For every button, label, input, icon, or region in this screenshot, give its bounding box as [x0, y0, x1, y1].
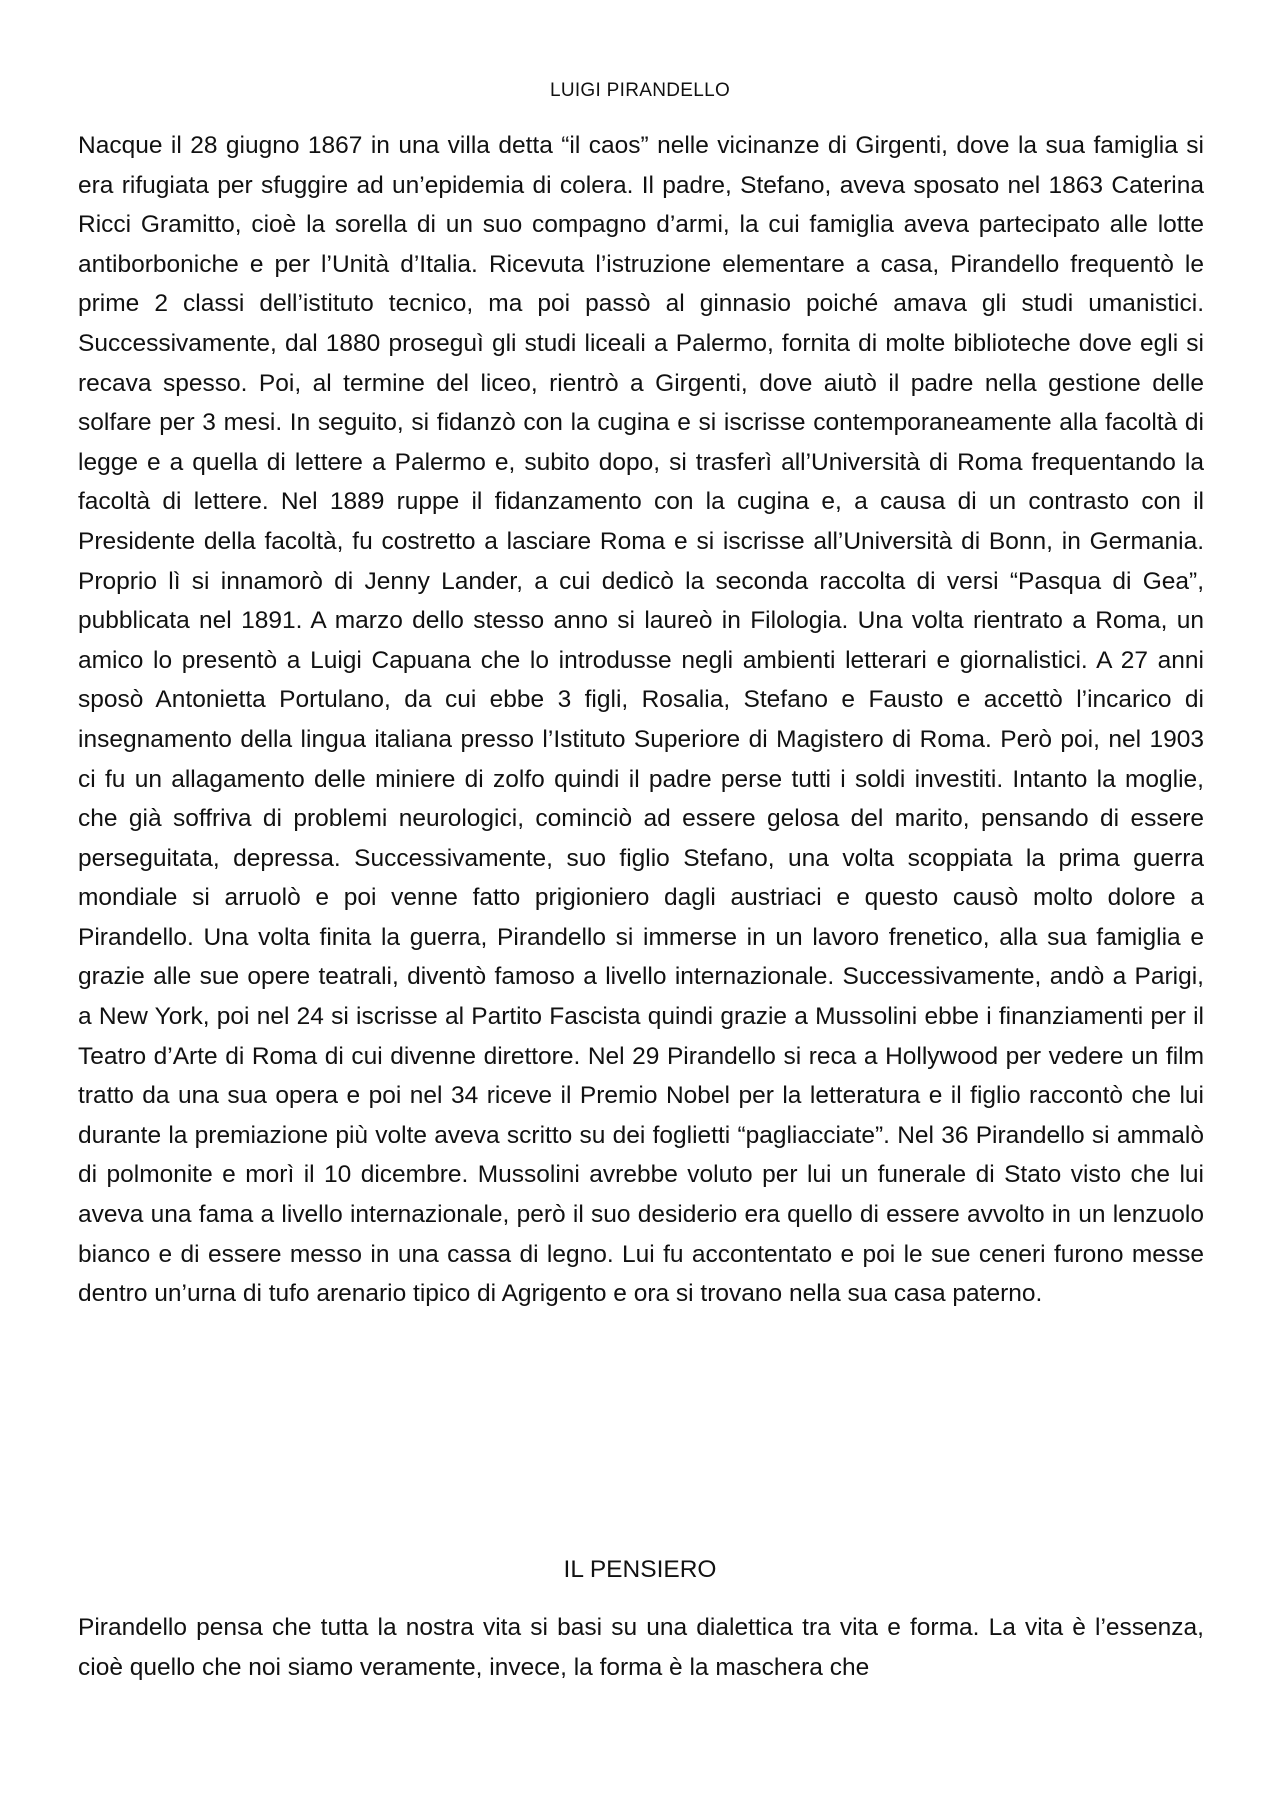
- biography-paragraph: Nacque il 28 giugno 1867 in una villa detta “il caos” nelle vicinanze di Girgenti, dove la sua famiglia si era rifugiata per sfuggire ad un’epidemia di colera. Il padre, Stefano, aveva sposato nel 1863 Caterina Ricci Gramitto, cioè la sorella di un suo compagno d’armi, la cui famiglia aveva partecipato alle lotte antiborboniche e per l’Unità d’Italia. Ricevuta l’istruzione elementare a casa, Pirandello frequentò le prime 2 classi dell’istituto tecnico, ma poi passò al ginnasio poiché amava gli studi umanistici. Successivamente, dal 1880 proseguì gli studi liceali a Palermo, fornita di molte biblioteche dove egli si recava spesso. Poi, al termine del liceo, rientrò a Girgenti, dove aiutò il padre nella gestione delle solfare per 3 mesi. In seguito, si fidanzò con la cugina e si iscrisse contemporaneamente alla facoltà di legge e a quella di lettere a Palermo e, subito dopo, si trasferì all’Università di Roma frequentando la facoltà di lettere. Nel 1889 ruppe il fidanzamento con la cugina e, a causa di un contrasto con il Presidente della facoltà, fu costretto a lasciare Roma e si iscrisse all’Università di Bonn, in Germania. Proprio lì si innamorò di Jenny Lander, a cui dedicò la seconda raccolta di versi “Pasqua di Gea”, pubblicata nel 1891. A marzo dello stesso anno si laureò in Filologia. Una volta rientrato a Roma, un amico lo presentò a Luigi Capuana che lo introdusse negli ambienti letterari e giornalistici. A 27 anni sposò Antonietta Portulano, da cui ebbe 3 figli, Rosalia, Stefano e Fausto e accettò l’incarico di insegnamento della lingua italiana presso l’Istituto Superiore di Magistero di Roma. Però poi, nel 1903 ci fu un allagamento delle miniere di zolfo quindi il padre perse tutti i soldi investiti. Intanto la moglie, che già soffriva di problemi neurologici, cominciò ad essere gelosa del marito, pensando di essere perseguitata, depressa. Successivamente, suo figlio Stefano, una volta scoppiata la prima guerra mondiale si arruolò e poi venne fatto prigioniero dagli austriaci e questo causò molto dolore a Pirandello. Una volta finita la guerra, Pirandello si immerse in un lavoro frenetico, alla sua famiglia e grazie alle sue opere teatrali, diventò famoso a livello internazionale. Successivamente, andò a Parigi, a New York, poi nel 24 si iscrisse al Partito Fascista quindi grazie a Mussolini ebbe i finanziamenti per il Teatro d’Arte di Roma di cui divenne direttore. Nel 29 Pirandello si reca a Hollywood per vedere un film tratto da una sua opera e poi nel 34 riceve il Premio Nobel per la letteratura e il figlio raccontò che lui durante la premiazione più volte aveva scritto su dei foglietti “pagliacciate”. Nel 36 Pirandello si ammalò di polmonite e morì il 10 dicembre. Mussolini avrebbe voluto per lui un funerale di Stato visto che lui aveva una fama a livello internazionale, però il suo desiderio era quello di essere avvolto in un lenzuolo bianco e di essere messo in una cassa di legno. Lui fu accontentato e poi le sue ceneri furono messe dentro un’urna di tufo arenario tipico di Agrigento e ora si trovano nella sua casa paterno.: [78, 132, 1204, 1308]
- thought-paragraph: Pirandello pensa che tutta la nostra vita si basi su una dialettica tra vita e forma. La vita è l’essenza, cioè quello che noi siamo veramente, invece, la forma è la maschera che: [78, 1614, 1204, 1681]
- document-title: LUIGI PIRANDELLO: [549, 80, 731, 101]
- section-heading: IL PENSIERO: [563, 1556, 717, 1583]
